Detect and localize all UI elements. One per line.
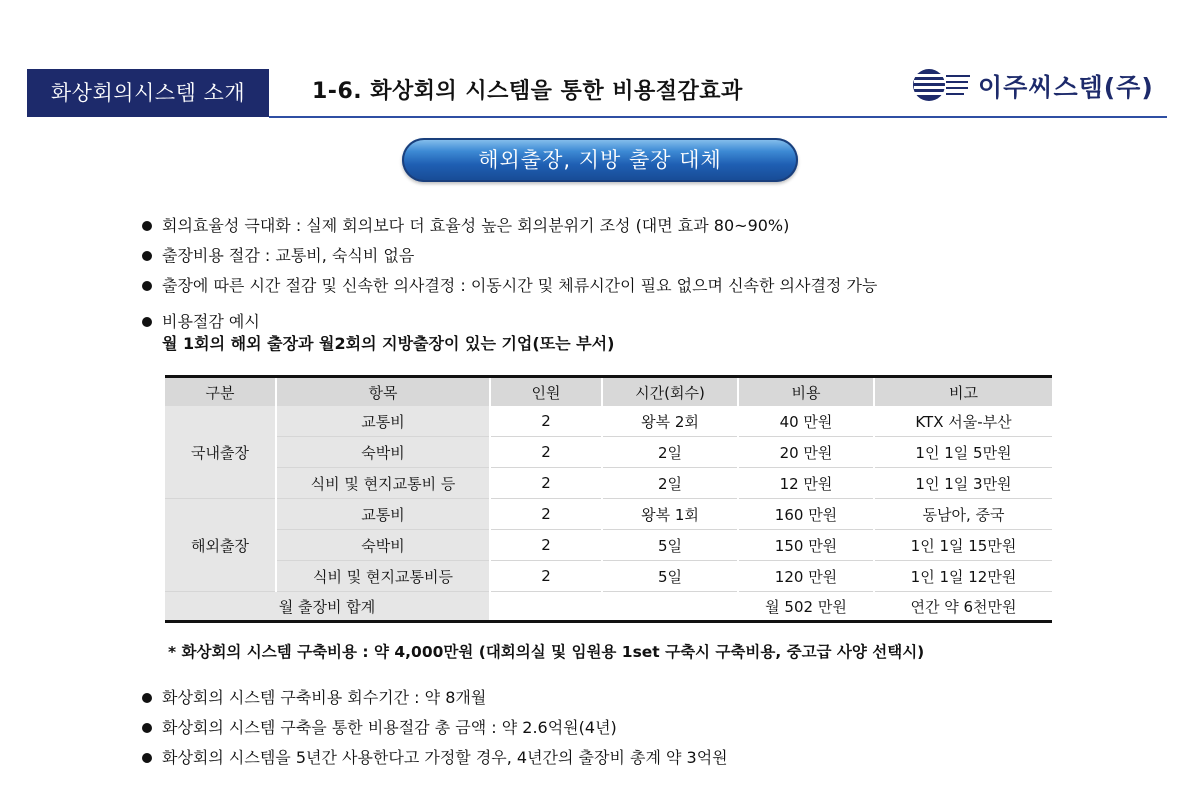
column-header: 구분	[165, 377, 276, 407]
page-title: 1-6. 화상회의 시스템을 통한 비용절감효과	[312, 79, 743, 104]
total-row	[165, 592, 1052, 622]
table-cell: 5일	[602, 530, 738, 561]
table-cell: 교통비	[276, 499, 490, 530]
bullet-dot-icon	[142, 753, 152, 763]
globe-logo-icon	[912, 66, 972, 104]
table-cell: 식비 및 현지교통비 등	[276, 468, 490, 499]
column-header: 시간(회수)	[602, 377, 738, 407]
list-item-text: 화상회의 시스템 구축비용 회수기간 : 약 8개월	[162, 688, 487, 707]
table-cell: 동남아, 중국	[874, 499, 1052, 530]
total-note: 연간 약 6천만원	[874, 592, 1052, 622]
table-cell: 숙박비	[276, 437, 490, 468]
logo-text: 이주씨스템(주)	[978, 73, 1154, 102]
header-divider	[269, 116, 1167, 118]
cost-note: * 화상회의 시스템 구축비용 : 약 4,000만원 (대회의실 및 임원용 1set 구축시 구축비용, 중고급 사양 선택시)	[168, 643, 925, 661]
table-cell: 2	[490, 499, 602, 530]
table-cell: 왕복 2회	[602, 406, 738, 437]
column-header: 인원	[490, 377, 602, 407]
table-cell: 숙박비	[276, 530, 490, 561]
list-item	[140, 743, 1180, 773]
list-item-text: 화상회의 시스템을 5년간 사용한다고 가정할 경우, 4년간의 출장비 총계 약 3억원	[162, 748, 728, 767]
table-cell: KTX 서울-부산	[874, 406, 1052, 437]
bullet-dot-icon	[142, 693, 152, 703]
table-cell: 왕복 1회	[602, 499, 738, 530]
category-cell: 국내출장	[165, 406, 276, 499]
list-item	[140, 211, 1180, 241]
table-cell: 2	[490, 437, 602, 468]
table-row	[165, 530, 1052, 561]
list-item-text: 출장에 따른 시간 절감 및 신속한 의사결정 : 이동시간 및 체류시간이 필요 없으며 신속한 의사결정 가능	[162, 276, 878, 295]
section-tag: 화상회의시스템 소개	[27, 69, 269, 117]
example-subtitle: 월 1회의 해외 출장과 월2회의 지방출장이 있는 기업(또는 부서)	[162, 334, 615, 353]
banner-text: 해외출장, 지방 출장 대체	[478, 148, 722, 172]
table-cell: 1인 1일 3만원	[874, 468, 1052, 499]
table-cell: 40 만원	[738, 406, 874, 437]
table-cell: 20 만원	[738, 437, 874, 468]
table-row	[165, 406, 1052, 437]
table-cell: 1인 1일 12만원	[874, 561, 1052, 592]
column-header: 비용	[738, 377, 874, 407]
table-cell: 1인 1일 5만원	[874, 437, 1052, 468]
bullet-dot-icon	[142, 723, 152, 733]
topic-banner	[402, 138, 798, 182]
table-row	[165, 561, 1052, 592]
column-header: 항목	[276, 377, 490, 407]
benefit-list	[140, 211, 1180, 301]
list-item	[140, 241, 1180, 271]
table-cell: 2	[490, 406, 602, 437]
summary-list	[140, 683, 1180, 773]
table-cell: 2	[490, 530, 602, 561]
list-item	[140, 683, 1180, 713]
table-cell: 2일	[602, 468, 738, 499]
table-cell	[490, 592, 738, 622]
bullet-dot-icon	[142, 251, 152, 261]
list-item-text: 화상회의 시스템 구축을 통한 비용절감 총 금액 : 약 2.6억원(4년)	[162, 718, 617, 737]
list-item-text: 출장비용 절감 : 교통비, 숙식비 없음	[162, 246, 415, 265]
table-cell: 5일	[602, 561, 738, 592]
example-title: 비용절감 예시	[162, 312, 260, 331]
table-cell: 1인 1일 15만원	[874, 530, 1052, 561]
bullet-dot-icon	[142, 281, 152, 291]
total-label: 월 출장비 합계	[165, 592, 490, 622]
category-cell: 해외출장	[165, 499, 276, 592]
bullet-dot-icon	[142, 317, 152, 327]
table-cell: 2	[490, 468, 602, 499]
example-heading	[140, 311, 614, 355]
table-cell: 식비 및 현지교통비등	[276, 561, 490, 592]
table-cell: 160 만원	[738, 499, 874, 530]
list-item	[140, 311, 614, 333]
total-cost: 월 502 만원	[738, 592, 874, 622]
table-cell: 150 만원	[738, 530, 874, 561]
table-cell: 12 만원	[738, 468, 874, 499]
table-cell: 2일	[602, 437, 738, 468]
table-cell: 120 만원	[738, 561, 874, 592]
list-item	[140, 271, 1180, 301]
bullet-dot-icon	[142, 221, 152, 231]
table-header-row	[165, 377, 1052, 407]
table-cell: 교통비	[276, 406, 490, 437]
cost-table	[165, 375, 1052, 623]
table-cell: 2	[490, 561, 602, 592]
list-item-text: 회의효율성 극대화 : 실제 회의보다 더 효율성 높은 회의분위기 조성 (대면 효과 80~90%)	[162, 216, 790, 235]
table-row	[165, 499, 1052, 530]
table-row	[165, 437, 1052, 468]
table-row	[165, 468, 1052, 499]
column-header: 비고	[874, 377, 1052, 407]
list-item	[140, 713, 1180, 743]
